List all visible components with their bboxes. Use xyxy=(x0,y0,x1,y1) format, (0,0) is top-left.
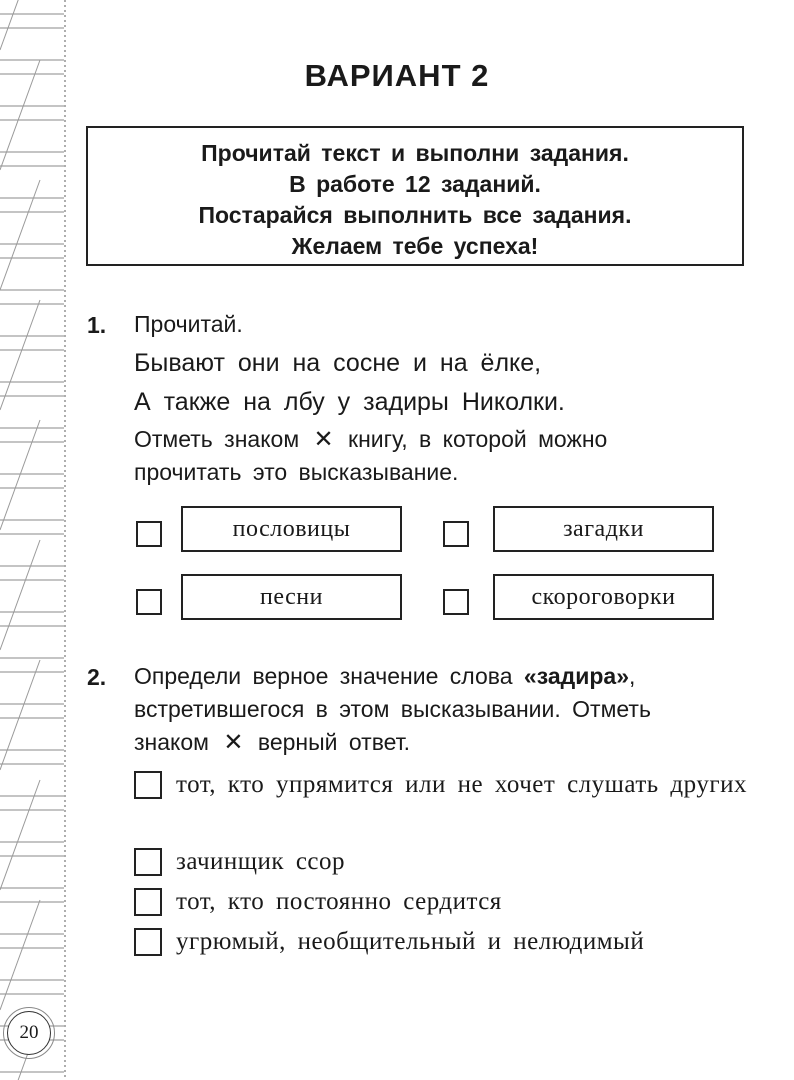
task-1-number: 1. xyxy=(87,312,107,338)
option-label-tongue-twisters: скороговорки xyxy=(493,574,714,620)
task-1-question-line-1: Отметь знаком ✕ книгу, в которой можно xyxy=(134,426,608,453)
answer-text-1: тот, кто упрямится или не хочет слушать других xyxy=(176,771,747,798)
option-checkbox-riddles[interactable] xyxy=(443,521,469,547)
page-number: 20 xyxy=(7,1011,51,1055)
task-2-number: 2. xyxy=(87,664,107,690)
verse-line-2: А также на лбу у задиры Николки. xyxy=(134,388,565,416)
option-checkbox-proverbs[interactable] xyxy=(136,521,162,547)
option-checkbox-songs[interactable] xyxy=(136,589,162,615)
instruction-line: Желаем тебе успеха! xyxy=(291,233,539,259)
verse-line-1: Бывают они на сосне и на ёлке, xyxy=(134,349,542,377)
task-2-question-line-1: Определи верное значение слова «задира», xyxy=(134,663,636,689)
instructions-box xyxy=(86,126,744,266)
option-label-riddles: загадки xyxy=(493,506,714,552)
answer-checkbox-3[interactable] xyxy=(134,888,162,916)
page-title: ВАРИАНТ 2 xyxy=(304,58,490,93)
notebook-margin xyxy=(0,0,66,1080)
task-2-question-line-2: встретившегося в этом высказывании. Отметь xyxy=(134,696,651,722)
answer-checkbox-1[interactable] xyxy=(134,771,162,799)
instruction-line: Прочитай текст и выполни задания. xyxy=(201,140,629,166)
option-label-songs: песни xyxy=(181,574,402,620)
cross-mark-icon: ✕ xyxy=(223,729,244,756)
answer-text-2: зачинщик ссор xyxy=(176,848,346,875)
task-2-question-line-3: знаком ✕ верный ответ. xyxy=(134,729,411,756)
task-1-question-line-2: прочитать это высказывание. xyxy=(134,459,459,485)
answer-text-3: тот, кто постоянно сердится xyxy=(176,888,502,915)
option-checkbox-tongue-twisters[interactable] xyxy=(443,589,469,615)
cross-mark-icon: ✕ xyxy=(313,426,334,453)
answer-text-4: угрюмый, необщительный и нелюдимый xyxy=(176,928,645,955)
answer-checkbox-2[interactable] xyxy=(134,848,162,876)
task-1-prompt: Прочитай. xyxy=(134,311,243,337)
option-label-proverbs: пословицы xyxy=(181,506,402,552)
instruction-line: В работе 12 заданий. xyxy=(289,171,541,197)
answer-checkbox-4[interactable] xyxy=(134,928,162,956)
instruction-line: Постарайся выполнить все задания. xyxy=(198,202,632,228)
keyword: «задира» xyxy=(523,663,629,689)
